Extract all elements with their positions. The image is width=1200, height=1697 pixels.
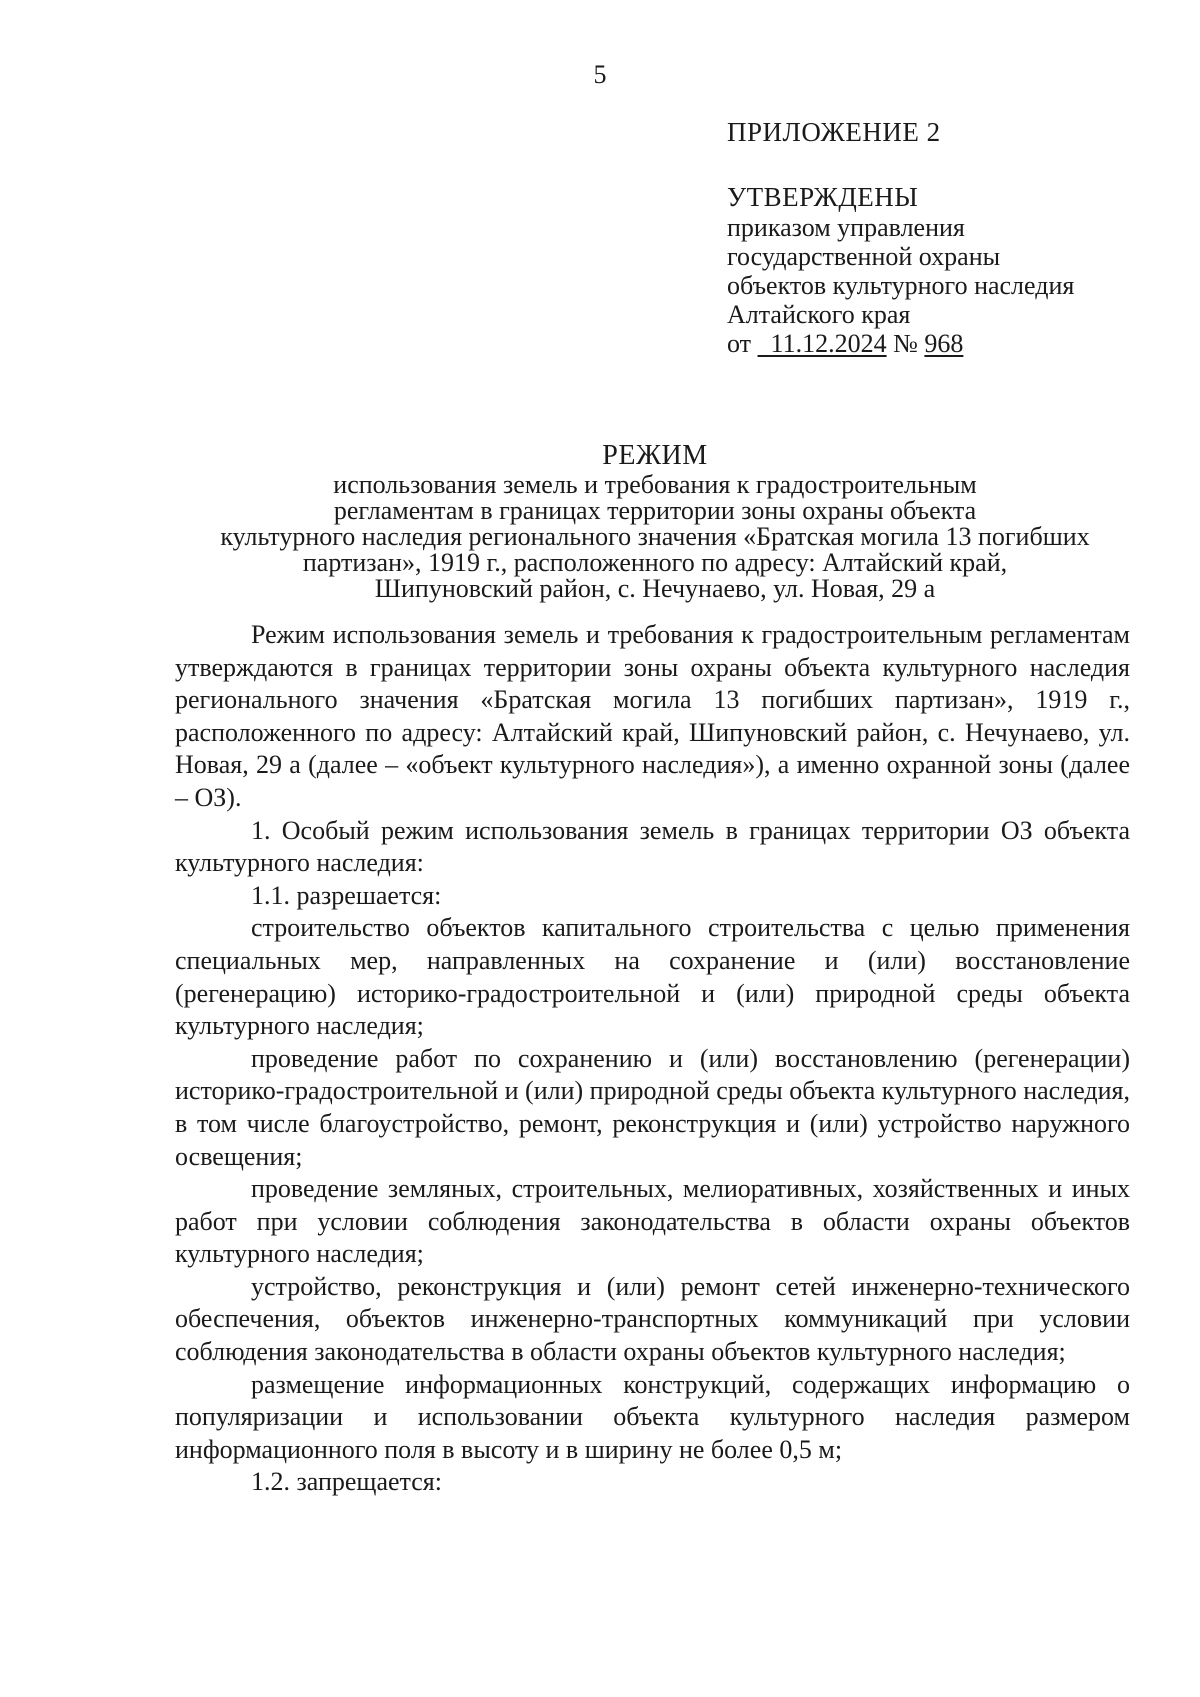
page-number: 5 [593, 60, 607, 89]
body-paragraph: проведение работ по сохранению и (или) восстановлению (регенерации) историко-градостроительной и (или) природной среды объекта культурного наследия, в том числе благоустройство, ремонт, реконструкция и (или) устройство наружного освещения; [175, 1043, 1130, 1171]
body-paragraph: строительство объектов капитального строительства с целью применения специальных мер, направленных на сохранение и (или) восстановление (регенерацию) историко-градостроительной и (или) природной среды объекта культурного наследия; [175, 913, 1130, 1041]
document-title [170, 440, 1140, 602]
number-sign: № [893, 329, 918, 358]
order-date-value: 11.12.2024 [770, 329, 887, 358]
body-paragraph: Режим использования земель и требования к градостроительным регламентам утверждаются в границах территории зоны охраны объекта культурного наследия регионального значения «Братская могила 13 погибших партизан», 1919 г., расположенного по адресу: Алтайский край, Шипуновский район, с. Нечунаево, ул. Новая, 29 а (далее – «объект культурного наследия»), а именно охранной зоны (далее – ОЗ). [175, 620, 1130, 812]
approval-line: государственной охраны [727, 242, 1001, 271]
body-paragraph: размещение информационных конструкций, содержащих информацию о популяризации и использовании объекта культурного наследия размером информационного поля в высоту и в ширину не более 0,5 м; [175, 1369, 1130, 1464]
document-body [175, 619, 1130, 1499]
title-line: Шипуновский район, с. Нечунаево, ул. Новая, 29 а [374, 574, 936, 603]
annex-label: ПРИЛОЖЕНИЕ 2 [727, 117, 941, 147]
date-prefix: от [727, 329, 752, 358]
title-line: регламентам в границах территории зоны охраны объекта [333, 496, 977, 525]
order-number: 968 [924, 329, 964, 358]
order-date [758, 329, 887, 358]
title-heading: РЕЖИМ [602, 440, 708, 471]
approval-line: Алтайского края [727, 300, 911, 329]
body-paragraph: 1. Особый режим использования земель в границах территории ОЗ объекта культурного наследия: [175, 815, 1130, 878]
title-line: использования земель и требования к градостроительным [333, 470, 977, 499]
body-paragraph: проведение земляных, строительных, мелиоративных, хозяйственных и иных работ при условии соблюдения законодательства в области охраны объектов культурного наследия; [175, 1174, 1130, 1269]
title-line: культурного наследия регионального значения «Братская могила 13 погибших [220, 522, 1090, 551]
approval-line: приказом управления [727, 213, 965, 242]
approval-date-line [727, 329, 1167, 358]
approval-block [727, 118, 1167, 358]
approved-label: УТВЕРЖДЕНЫ [727, 182, 919, 212]
body-paragraph: 1.2. запрещается: [251, 1467, 442, 1497]
body-paragraph: 1.1. разрешается: [251, 880, 442, 910]
approval-line: объектов культурного наследия [727, 271, 1075, 300]
title-line: партизан», 1919 г., расположенного по адресу: Алтайский край, [302, 548, 1008, 577]
body-paragraph: устройство, реконструкция и (или) ремонт сетей инженерно-технического обеспечения, объектов инженерно-транспортных коммуникаций при условии соблюдения законодательства в области охраны объектов культурного наследия; [175, 1271, 1130, 1367]
